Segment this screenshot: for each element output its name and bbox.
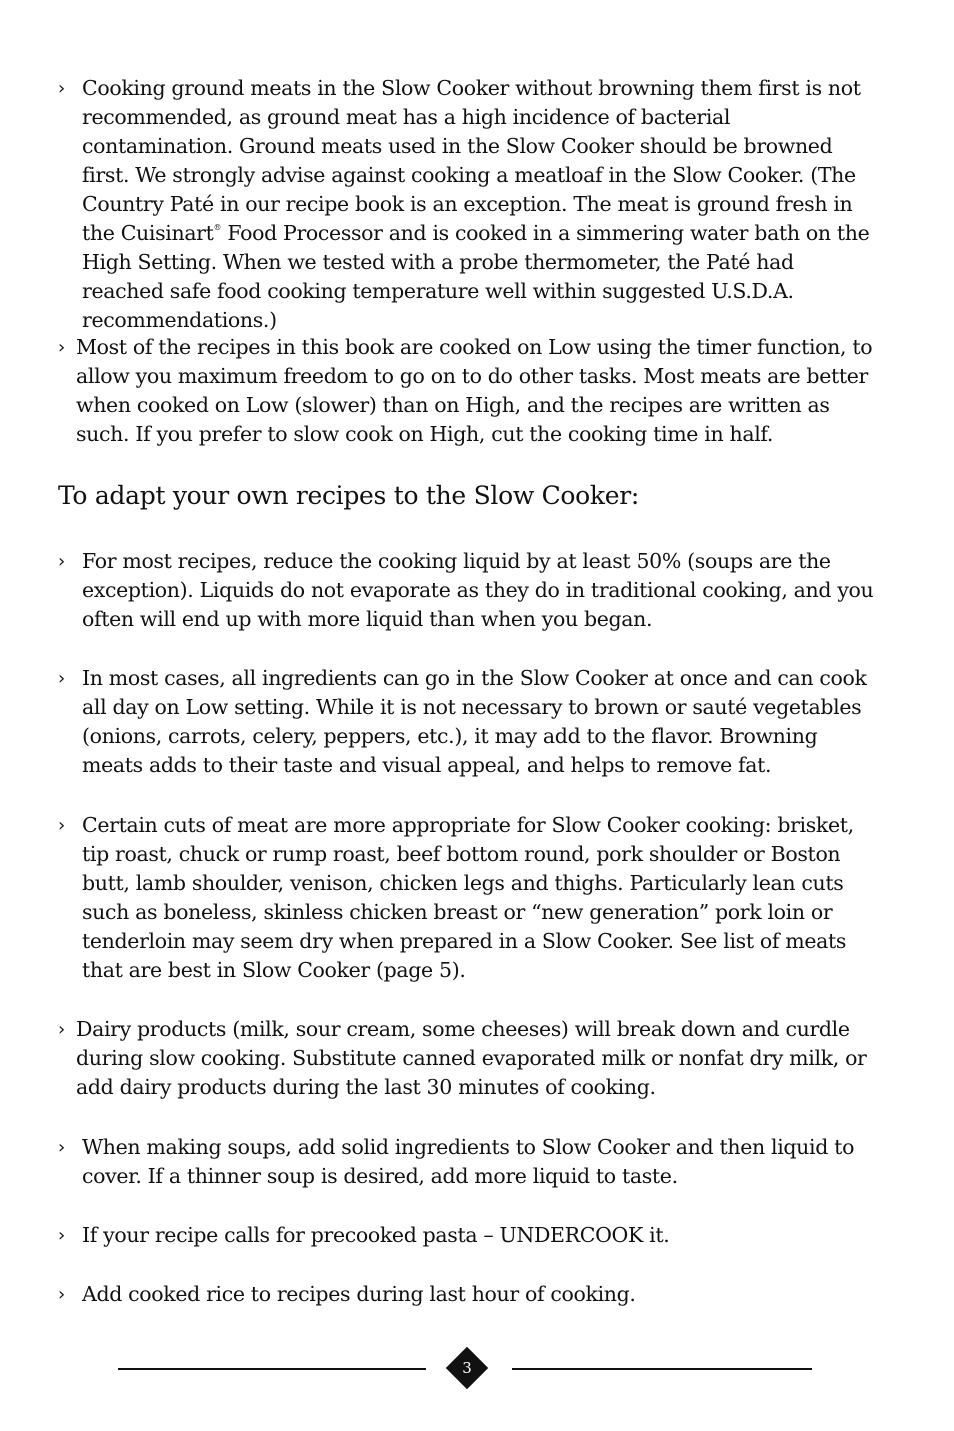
bullet-text: For most recipes, reduce the cooking liquid by at least 50% (soups are the exception). Liquids do not evaporate as they do in traditional cooking, and you often will end up with more liquid than when you began.: [82, 549, 874, 631]
bullet-marker: ›: [58, 78, 66, 99]
footer-rule-right: [512, 1368, 812, 1370]
bullet-rice: [58, 1280, 878, 1309]
bullet-marker: ›: [58, 337, 66, 358]
section-heading: To adapt your own recipes to the Slow Cooker:: [58, 481, 640, 510]
page-number-badge: [445, 1346, 489, 1390]
bullet-marker: ›: [58, 1137, 66, 1158]
bullet-marker: ›: [58, 668, 66, 689]
bullet-text: Certain cuts of meat are more appropriate for Slow Cooker cooking: brisket, tip roast, chuck or rump roast, beef bottom round, pork shoulder or Boston butt, lamb shoulder, venison, chicken legs and thighs. Particularly lean cuts such as boneless, skinless chicken breast or “new generation” pork loin or tenderloin may seem dry when prepared in a Slow Cooker. See list of meats that are best in Slow Cooker (page 5).: [82, 813, 854, 982]
bullet-text: In most cases, all ingredients can go in the Slow Cooker at once and can cook all day on Low setting. While it is not necessary to brown or sauté vegetables (onions, carrots, celery, peppers, etc.), it may add to the flavor. Browning meats adds to their taste and visual appeal, and helps to remove fat.: [82, 666, 867, 777]
bullet-soups: [58, 1133, 878, 1191]
bullet-cuts-of-meat: [58, 811, 878, 985]
bullet-ingredients-at-once: [58, 664, 878, 780]
bullet-pasta: [58, 1221, 878, 1250]
bullet-text: Most of the recipes in this book are cooked on Low using the timer function, to allow you maximum freedom to go on to do other tasks. Most meats are better when cooked on Low (slower) than on High, and the recipes are written as such. If you prefer to slow cook on High, cut the cooking time in half.: [76, 335, 873, 446]
bullet-low-setting: [58, 333, 878, 449]
bullet-text: When making soups, add solid ingredients to Slow Cooker and then liquid to cover. If a thinner soup is desired, add more liquid to taste.: [82, 1135, 855, 1188]
bullet-text: If your recipe calls for precooked pasta – UNDERCOOK it.: [82, 1223, 670, 1247]
bullet-ground-meats: [58, 74, 878, 335]
bullet-marker: ›: [58, 1019, 66, 1040]
bullet-marker: ›: [58, 815, 66, 836]
bullet-dairy-products: [58, 1015, 878, 1102]
bullet-marker: ›: [58, 551, 66, 572]
bullet-text: Cooking ground meats in the Slow Cooker without browning them first is not recommended, as ground meat has a high incidence of bacterial contamination. Ground meats used in the Slow Cooker should be browned first. We strongly advise against cooking a meatloaf in the Slow Cooker. (The Country Paté in our recipe book is an exception. The meat is ground fresh in the Cuisinart® Food Processor and is cooked in a simmering water bath on the High Setting. When we tested with a probe thermometer, the Paté had reached safe food cooking temperature well within suggested U.S.D.A. recommendations.): [82, 76, 870, 332]
bullet-text: Dairy products (milk, sour cream, some cheeses) will break down and curdle during slow cooking. Substitute canned evaporated milk or nonfat dry milk, or add dairy products during the last 30 minutes of cooking.: [76, 1017, 867, 1099]
bullet-marker: ›: [58, 1225, 66, 1246]
bullet-text: Add cooked rice to recipes during last hour of cooking.: [82, 1282, 636, 1306]
bullet-marker: ›: [58, 1284, 66, 1305]
bullet-reduce-liquid: [58, 547, 878, 634]
page-number: 3: [462, 1359, 472, 1377]
footer-rule-left: [118, 1368, 426, 1370]
